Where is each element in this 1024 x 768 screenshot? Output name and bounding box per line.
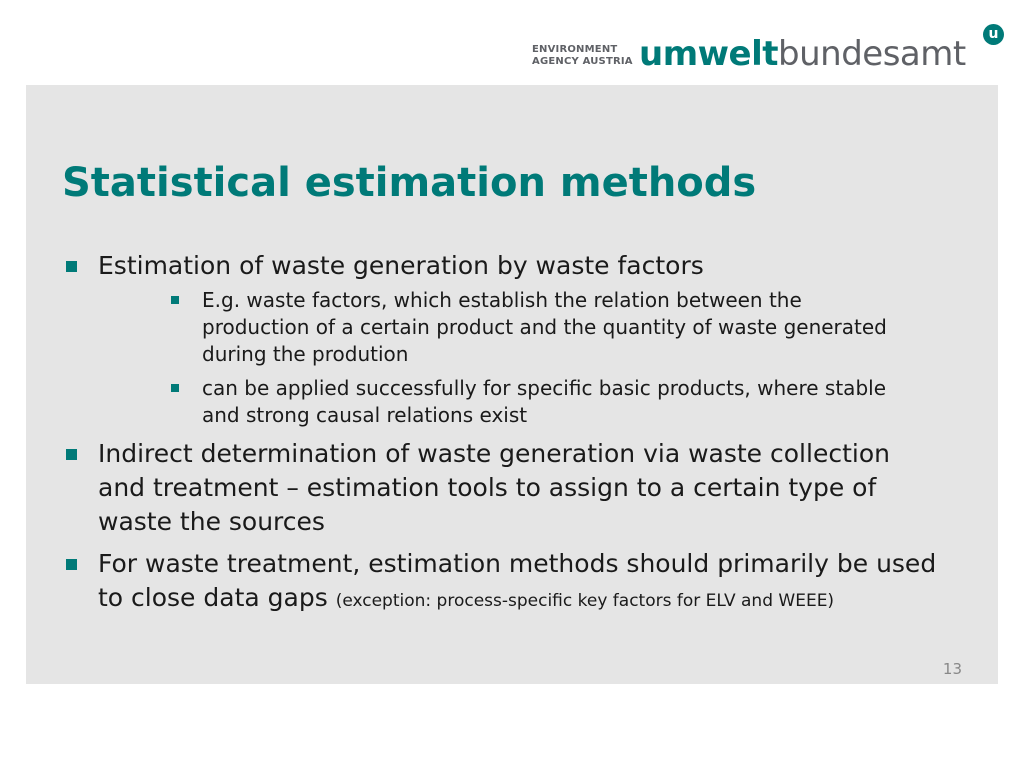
sub-bullet-item [98, 287, 940, 368]
sub-bullet-text: can be applied successfully for specific basic products, where stable and strong causal relations exist [202, 376, 886, 427]
slide-content-panel [26, 85, 998, 684]
bullet-list [26, 249, 998, 623]
bullet-item [26, 547, 998, 615]
logo-agency-line-1: ENVIRONMENT [532, 44, 618, 55]
logo-wordmark-umwelt: umwelt [639, 34, 779, 74]
bullet-text: Indirect determination of waste generation via waste collection and treatment – estimation tools to assign to a certain type of waste the sources [98, 439, 890, 536]
sub-bullet-text: E.g. waste factors, which establish the relation between the production of a certain product and the quantity of waste generated during the prodution [202, 288, 887, 366]
logo-wordmark-bundesamt: bundesamt [778, 34, 966, 74]
slide-title: Statistical estimation methods [62, 160, 757, 206]
square-bullet-icon [171, 296, 179, 304]
square-bullet-icon [66, 449, 77, 460]
logo-u-mark-icon: u [983, 24, 1004, 45]
square-bullet-icon [66, 559, 77, 570]
logo-wordmark [639, 34, 966, 74]
bullet-note: (exception: process-specific key factors for ELV and WEEE) [335, 591, 835, 611]
bullet-text: Estimation of waste generation by waste factors [98, 251, 704, 280]
umweltbundesamt-logo [532, 22, 1008, 72]
bullet-item [26, 249, 998, 429]
sub-bullet-item [98, 375, 940, 429]
bullet-item [26, 437, 998, 539]
square-bullet-icon [66, 261, 77, 272]
bullet-text: For waste treatment, estimation methods should primarily be used to close data gaps [98, 549, 937, 612]
logo-agency-text [532, 44, 633, 68]
square-bullet-icon [171, 384, 179, 392]
logo-agency-line-2: AGENCY AUSTRIA [532, 56, 633, 67]
page-number: 13 [942, 660, 962, 678]
